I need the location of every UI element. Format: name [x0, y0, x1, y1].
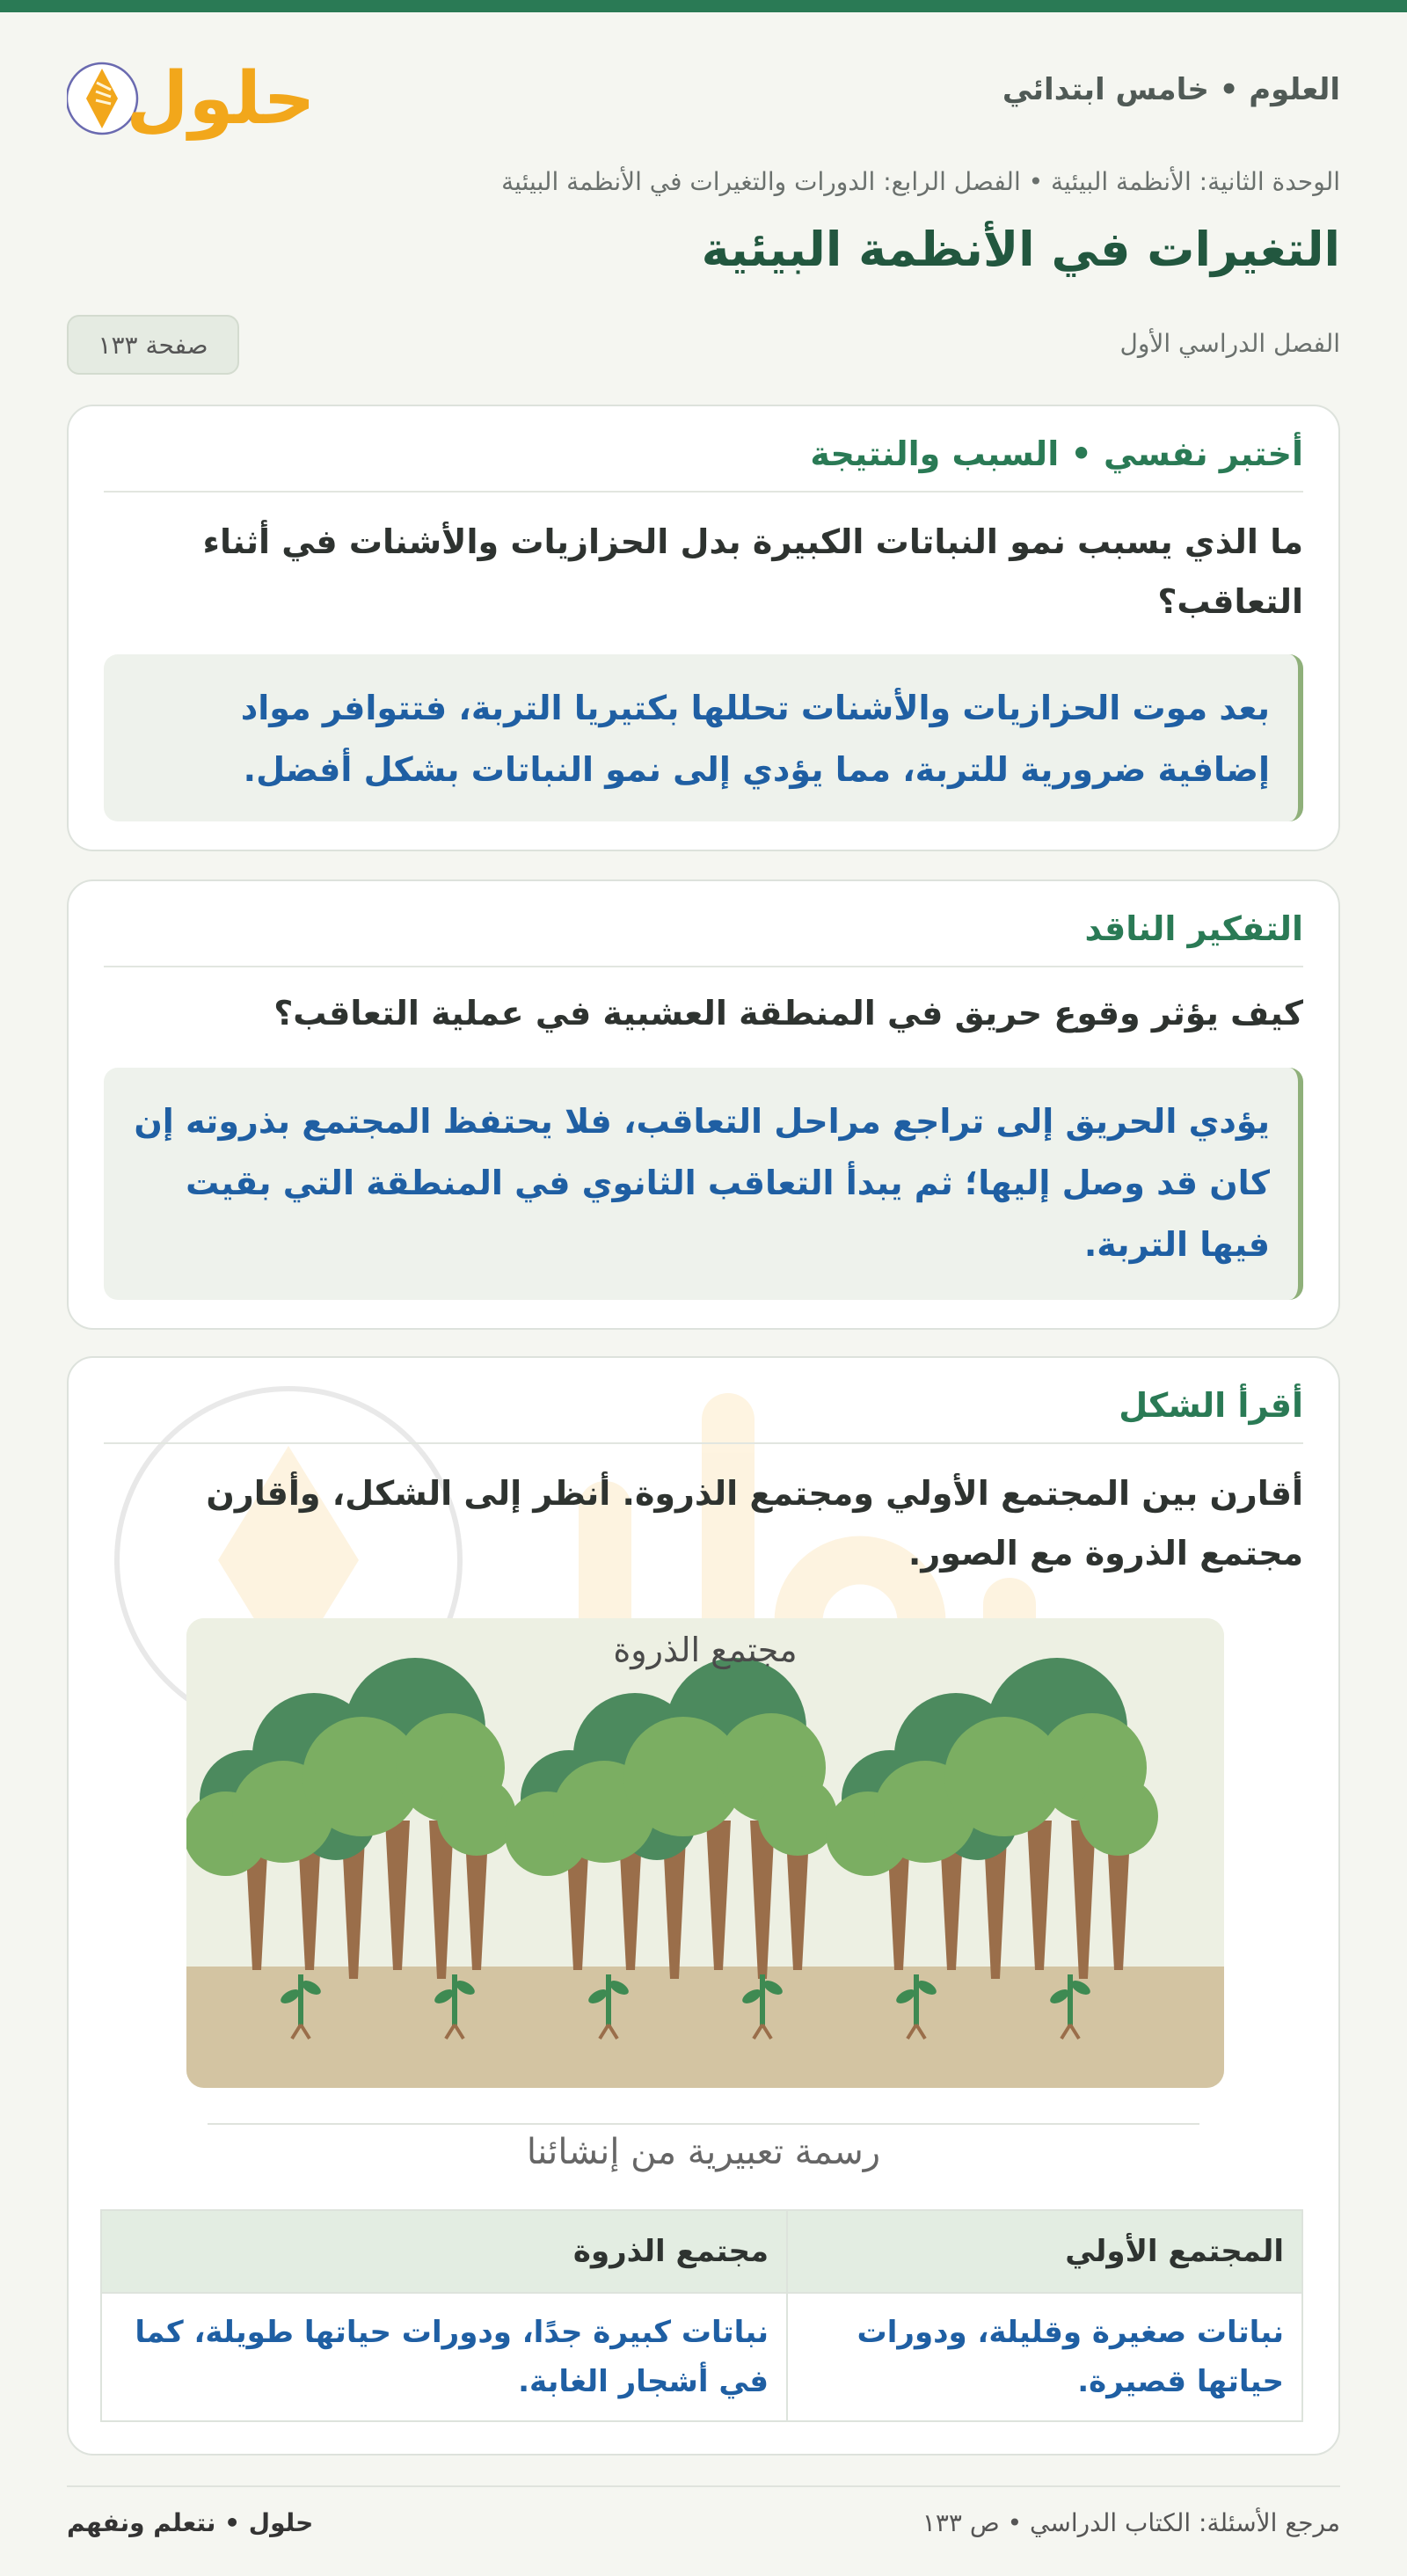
subject-label: العلوم • خامس ابتدائي: [1002, 72, 1340, 107]
answer-text: بعد موت الحزازيات والأشنات تحللها بكتيريا التربة، فتتوافر مواد إضافية ضرورية للتربة، مما يؤدي إلى نمو النباتات بشكل أفضل.: [240, 689, 1270, 789]
card-title: التفكير الناقد: [1084, 909, 1303, 948]
read-figure-card: [67, 1356, 1340, 2456]
footer-brand: حلول • نتعلم ونفهم: [67, 2508, 314, 2537]
footer-reference: مرجع الأسئلة: الكتاب الدراسي • ص ١٣٣: [922, 2508, 1340, 2537]
footer-divider: [67, 2485, 1340, 2487]
page-title: التغيرات في الأنظمة البيئية: [701, 222, 1340, 277]
divider: [104, 1442, 1303, 1444]
question-text: كيف يؤثر وقوع حريق في المنطقة العشبية في عملية التعاقب؟: [273, 994, 1303, 1033]
semester-label: الفصل الدراسي الأول: [1119, 329, 1340, 358]
svg-text:حلول: حلول: [126, 57, 313, 141]
divider: [104, 491, 1303, 493]
climax-community-illustration: [186, 1618, 1224, 2088]
breadcrumb: الوحدة الثانية: الأنظمة البيئية • الفصل الرابع: الدورات والتغيرات في الأنظمة البيئية: [501, 167, 1340, 196]
table-header: مجتمع الذروة: [101, 2210, 787, 2293]
comparison-table: [100, 2209, 1303, 2422]
forest-drawing: [186, 1618, 1224, 2088]
question-text: أقارن بين المجتمع الأولي ومجتمع الذروة. أنظر إلى الشكل، وأقارن مجتمع الذروة مع الصور.: [206, 1474, 1303, 1573]
table-row: [101, 2293, 1302, 2421]
tree-canopy: [437, 1777, 516, 1856]
page-header: [67, 46, 1340, 151]
top-accent-bar: [0, 0, 1407, 12]
page-number-badge: صفحة ١٣٣: [67, 315, 239, 375]
divider: [208, 2123, 1199, 2125]
divider: [104, 966, 1303, 967]
table-header: المجتمع الأولي: [787, 2210, 1302, 2293]
table-header-row: [101, 2210, 1302, 2293]
self-test-card: [67, 405, 1340, 851]
answer-box: [104, 1068, 1303, 1300]
critical-thinking-card: [67, 879, 1340, 1330]
table-cell: نباتات صغيرة وقليلة، ودورات حياتها قصيرة.: [787, 2293, 1302, 2421]
tree-canopy: [1079, 1777, 1158, 1856]
answer-box: [104, 654, 1303, 821]
card-title: أقرأ الشكل: [1119, 1386, 1303, 1425]
figure-label: مجتمع الذروة: [613, 1631, 798, 1669]
tree-canopy: [758, 1777, 837, 1856]
figure-caption: رسمة تعبيرية من إنشائنا: [526, 2132, 881, 2172]
question-text: ما الذي يسبب نمو النباتات الكبيرة بدل الحزازيات والأشنات في أثناء التعاقب؟: [202, 522, 1303, 621]
answer-text: يؤدي الحريق إلى تراجع مراحل التعاقب، فلا يحتفظ المجتمع بذروته إن كان قد وصل إليها؛ ثم يبدأ التعاقب الثانوي في المنطقة التي بقيت فيها التربة.: [134, 1102, 1270, 1264]
brand-logo[interactable]: [67, 46, 313, 151]
table-cell: نباتات كبيرة جدًا، ودورات حياتها طويلة، كما في أشجار الغابة.: [101, 2293, 787, 2421]
card-title: أختبر نفسي • السبب والنتيجة: [810, 434, 1303, 473]
